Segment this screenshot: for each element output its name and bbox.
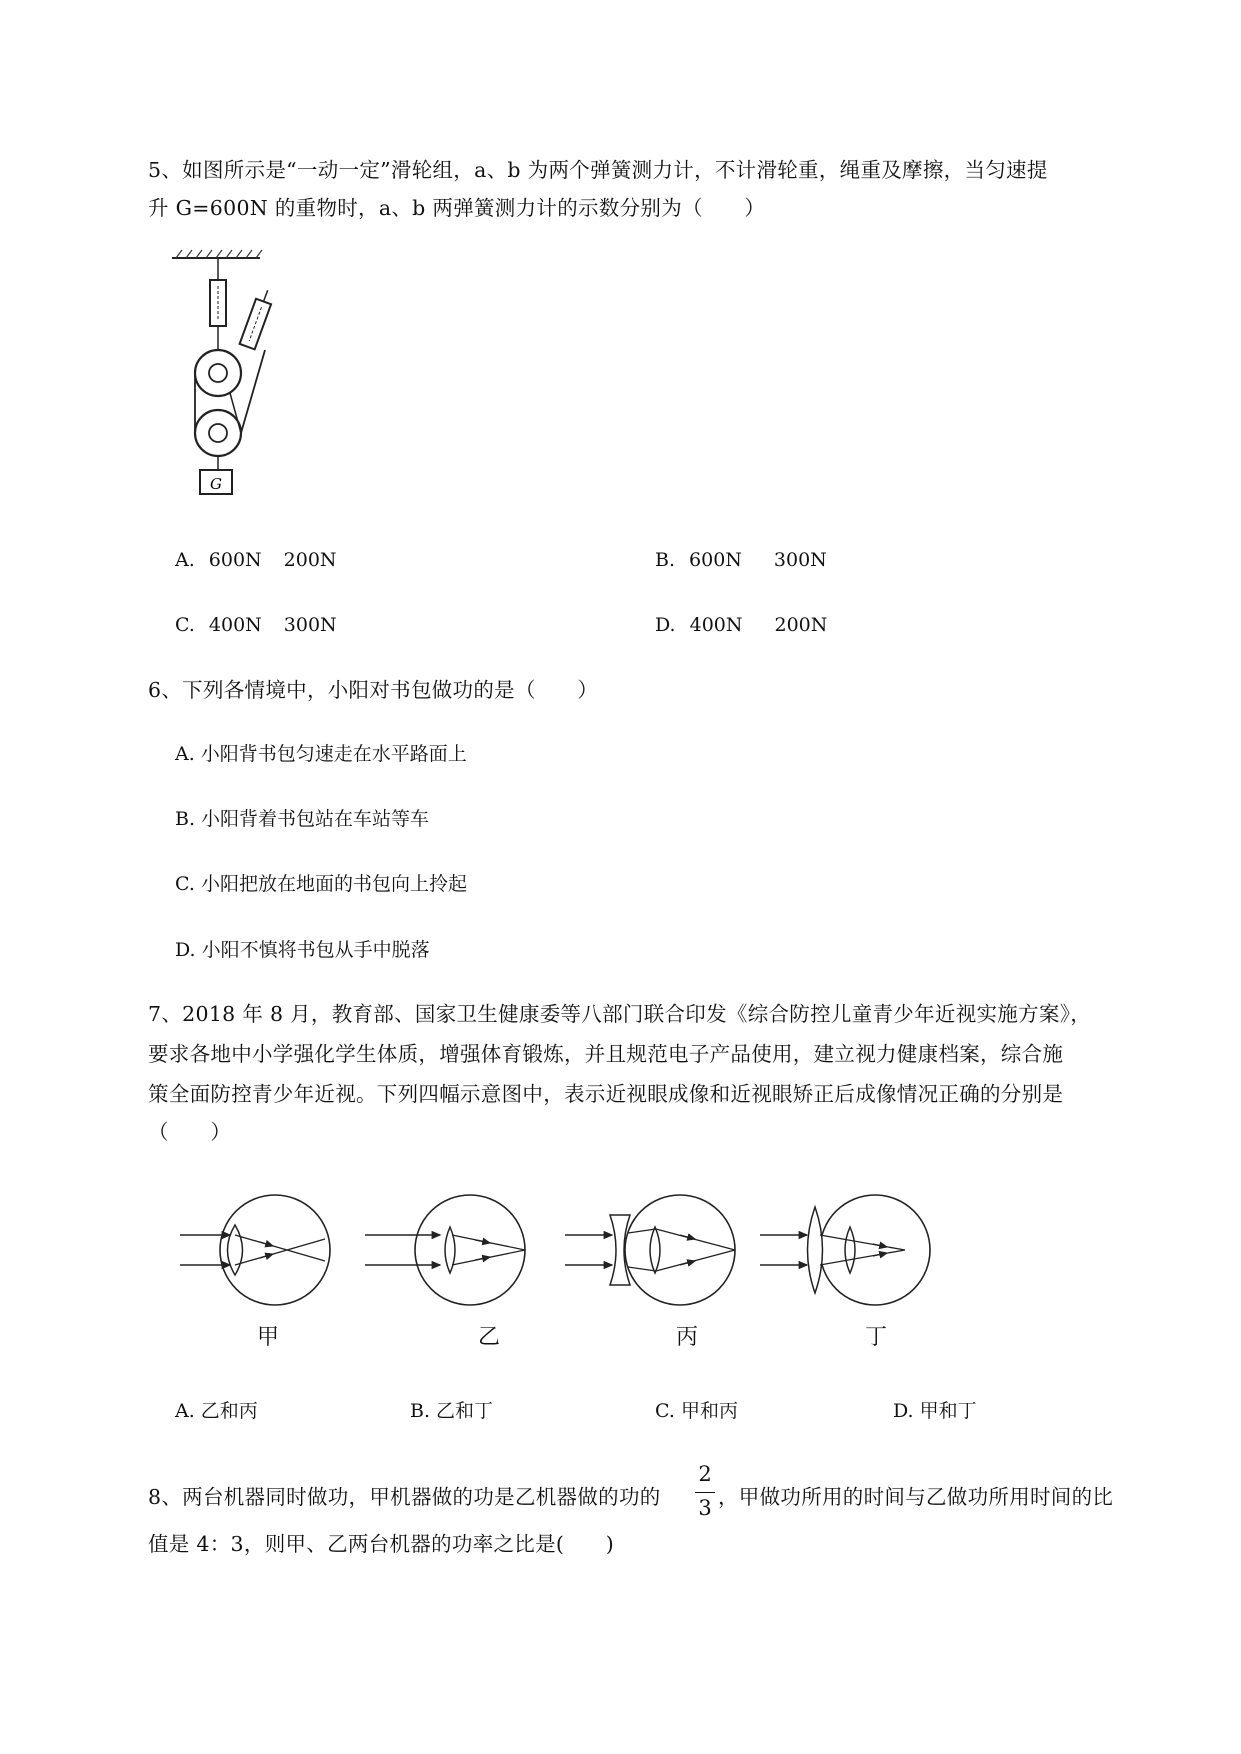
diagram-label-ding: 丁	[865, 1325, 888, 1350]
diagram-label-bing: 丙	[676, 1325, 699, 1350]
fraction-denominator: 3	[698, 1496, 712, 1520]
pulley-figure	[170, 250, 290, 500]
q5-option-b[interactable]: B. 600N 300N	[655, 549, 827, 571]
fraction-numerator: 2	[698, 1462, 712, 1486]
diagram-label-jia: 甲	[257, 1325, 280, 1350]
q5-option-d[interactable]: D. 400N 200N	[655, 614, 828, 636]
diagram-label-yi: 乙	[478, 1325, 501, 1350]
q7-option-a[interactable]: A. 乙和丙	[175, 1400, 258, 1422]
q8-stem-line1-part1: 8、两台机器同时做功，甲机器做的功是乙机器做的功的	[148, 1485, 661, 1509]
q7-option-c[interactable]: C. 甲和丙	[655, 1400, 738, 1422]
q7-stem-line1: 7、2018 年 8 月，教育部、国家卫生健康委等八部门联合印发《综合防控儿童青少年近视实施方案》，	[148, 1002, 1092, 1026]
eye-diagram-ding	[755, 1195, 935, 1315]
q6-option-b[interactable]: B. 小阳背着书包站在车站等车	[175, 808, 430, 830]
q7-stem-line2: 要求各地中小学强化学生体质，增强体育锻炼，并且规范电子产品使用，建立视力健康档案，综合施	[148, 1042, 1064, 1066]
q7-stem-line4: （ ）	[148, 1120, 232, 1144]
q7-option-d[interactable]: D. 甲和丁	[893, 1400, 977, 1422]
eye-diagram-yi	[360, 1195, 530, 1315]
eye-diagram-bing	[560, 1195, 740, 1315]
q8-stem-line1-part2: ，甲做功所用的时间与乙做功所用时间的比	[718, 1485, 1114, 1509]
fraction-bar	[695, 1492, 715, 1493]
q7-option-b[interactable]: B. 乙和丁	[410, 1400, 494, 1422]
q6-option-a[interactable]: A. 小阳背书包匀速走在水平路面上	[175, 743, 467, 765]
q8-stem-line2: 值是 4：3，则甲、乙两台机器的功率之比是( )	[148, 1532, 615, 1556]
q6-stem: 6、下列各情境中，小阳对书包做功的是（ ）	[148, 678, 599, 702]
q5-option-a[interactable]: A. 600N 200N	[175, 549, 337, 571]
q5-stem-line1: 5、如图所示是“一动一定”滑轮组，a、b 为两个弹簧测力计，不计滑轮重，绳重及摩擦，当匀速提	[148, 158, 1048, 182]
q6-option-d[interactable]: D. 小阳不慎将书包从手中脱落	[175, 939, 430, 961]
q7-stem-line3: 策全面防控青少年近视。下列四幅示意图中，表示近视眼成像和近视眼矫正后成像情况正确的分别是	[148, 1082, 1064, 1106]
q5-option-c[interactable]: C. 400N 300N	[175, 614, 337, 636]
weight-label: G	[210, 475, 222, 493]
q6-option-c[interactable]: C. 小阳把放在地面的书包向上拎起	[175, 873, 467, 895]
q5-stem-line2: 升 G=600N 的重物时，a、b 两弹簧测力计的示数分别为（ ）	[148, 196, 766, 220]
eye-diagram-jia	[175, 1195, 335, 1315]
